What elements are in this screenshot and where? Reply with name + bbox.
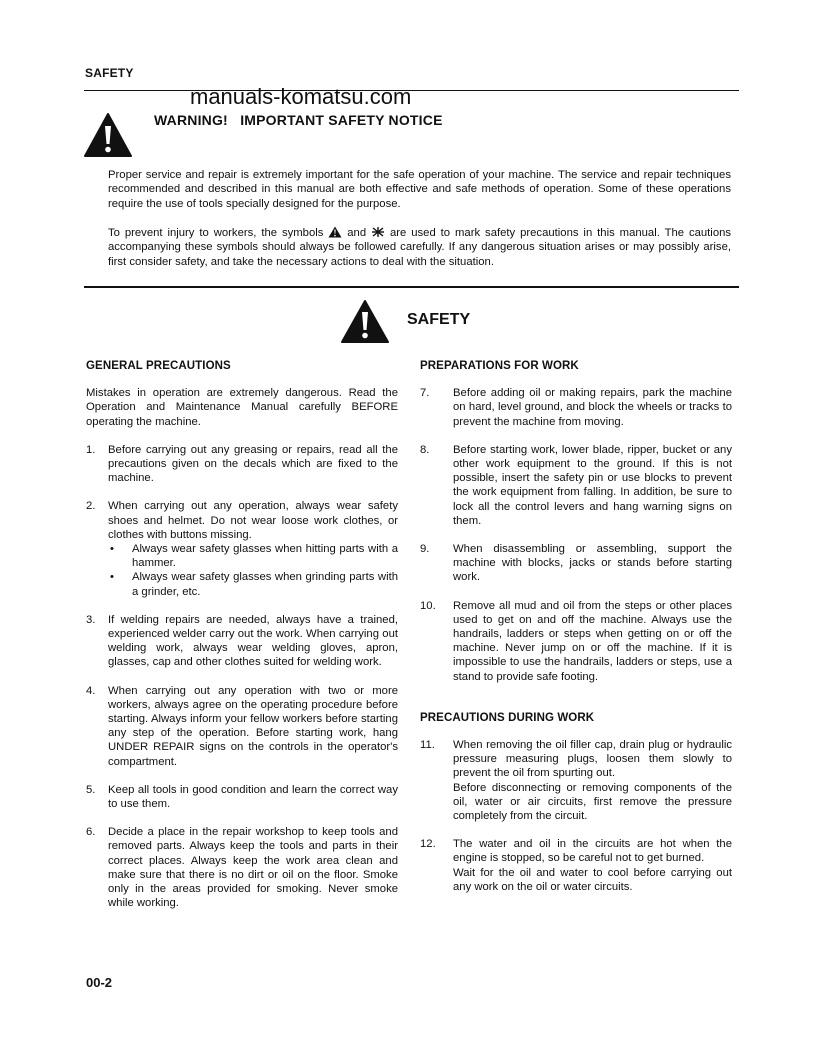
list-item bbox=[86, 499, 398, 598]
bullet-list bbox=[108, 542, 398, 599]
intro-paragraph-1: Proper service and repair is extremely important for the safe operation of your machine. The service and repair techniques recommended and described in this manual are both effective and safe methods of operation. Some of these operations require the use of tools specially designed for the purpose. bbox=[108, 169, 731, 210]
item-text: Before starting work, lower blade, ripper, bucket or any other work equipment to the ground. If this is not possible, insert the safety pin or use blocks to prevent the work equipment from falling. In addition, be sure to lock all the control levers and hang warning signs on them. bbox=[453, 443, 732, 527]
item-number: 3. bbox=[86, 613, 96, 626]
bullet-text: Always wear safety glasses when hitting parts with a hammer. bbox=[132, 543, 398, 570]
bullet-text: Always wear safety glasses when grinding parts with a grinder, etc. bbox=[132, 571, 398, 598]
heading-precautions-during-work: PRECAUTIONS DURING WORK bbox=[420, 711, 595, 724]
item-number: 2. bbox=[86, 500, 96, 513]
item-text: When carrying out any operation, always wear safety shoes and helmet. Do not wear loose work clothes, or clothes with buttons missing. bbox=[108, 500, 398, 541]
right-column bbox=[420, 359, 732, 894]
item-text: Before adding oil or making repairs, park the machine on hard, level ground, and block the wheels or tracks to prevent the machine from moving. bbox=[453, 387, 732, 428]
item-number: 6. bbox=[86, 826, 96, 839]
item-text: Decide a place in the repair workshop to keep tools and removed parts. Always keep the tools and parts in their correct places. Always keep the work area clean and make sure that there is no dirt or oil on the floor. Smoke only in the areas provided for smoking. Never smoke while working. bbox=[108, 826, 398, 910]
item-text: The water and oil in the circuits are hot when the engine is stopped, so be careful not to get burned. bbox=[453, 838, 732, 865]
warning-title: WARNING! IMPORTANT SAFETY NOTICE bbox=[154, 112, 443, 128]
section-divider bbox=[84, 286, 739, 288]
item-number: 9. bbox=[420, 543, 430, 556]
item-number: 8. bbox=[420, 443, 430, 456]
list-item bbox=[86, 613, 398, 670]
warning-triangle-icon bbox=[83, 112, 133, 158]
item-text: When disassembling or assembling, support the machine with blocks, jacks or stands before starting work. bbox=[453, 543, 732, 584]
header-divider bbox=[84, 90, 739, 91]
warning-triangle-icon bbox=[340, 299, 390, 344]
bullet-icon: • bbox=[110, 571, 114, 584]
item-number: 5. bbox=[86, 783, 96, 796]
item-body bbox=[453, 738, 732, 823]
item-number: 10. bbox=[420, 599, 436, 612]
intro-text: To prevent injury to workers, the symbols bbox=[108, 227, 324, 239]
item-number: 4. bbox=[86, 684, 96, 697]
item-number: 11. bbox=[420, 739, 435, 752]
item-text: When removing the oil filler cap, drain plug or hydraulic pressure measuring plugs, loosen them slowly to prevent the oil from spurting out. bbox=[453, 739, 732, 780]
bullet-item bbox=[108, 542, 398, 570]
intro-paragraph-2 bbox=[108, 226, 731, 269]
item-number: 1. bbox=[86, 443, 96, 456]
intro-text: and bbox=[347, 227, 367, 239]
list-item bbox=[86, 684, 398, 769]
list-item bbox=[420, 837, 732, 894]
bullet-icon: • bbox=[110, 543, 114, 556]
list-item bbox=[420, 738, 732, 823]
heading-preparations-for-work: PREPARATIONS FOR WORK bbox=[420, 360, 579, 372]
watermark-text: manuals-komatsu.com bbox=[190, 84, 412, 109]
page-number: 00-2 bbox=[86, 975, 113, 990]
list-item bbox=[420, 542, 732, 585]
item-text: If welding repairs are needed, always have a trained, experienced welder carry out the work. When carrying out welding work, always wear welding gloves, apron, glasses, cap and other clothes suited for welding work. bbox=[108, 613, 398, 669]
section-header-title: SAFETY bbox=[85, 66, 134, 80]
general-intro: Mistakes in operation are extremely dangerous. Read the Operation and Maintenance Manual carefully BEFORE operating the machine. bbox=[86, 387, 398, 428]
heading-general-precautions: GENERAL PRECAUTIONS bbox=[86, 360, 231, 372]
list-item bbox=[420, 386, 732, 429]
list-item bbox=[86, 783, 398, 811]
item-text: When carrying out any operation with two or more workers, always agree on the operating procedure before starting. Always inform your fellow workers before starting any step of the operation. Before starting work, hang UNDER REPAIR signs on the controls in the operator's compartment. bbox=[108, 684, 398, 768]
item-number: 7. bbox=[420, 387, 430, 400]
item-text: Before carrying out any greasing or repairs, read all the precautions given on the decals which are fixed to the machine. bbox=[108, 443, 398, 485]
list-item bbox=[86, 443, 398, 486]
safety-title: SAFETY bbox=[407, 311, 471, 328]
list-item bbox=[86, 825, 398, 910]
item-body bbox=[453, 837, 732, 894]
left-column bbox=[86, 359, 398, 911]
caution-burst-icon bbox=[371, 226, 385, 238]
intro-text: are used to mark safety precautions in this manual. The cautions accompanying these symbols should always be followed carefully. If any dangerous situation arises or may possibly arise, first consider safety, and take the necessary actions to deal with the situation. bbox=[108, 227, 732, 268]
bullet-item bbox=[108, 570, 398, 598]
item-text: Before disconnecting or removing components of the oil, water or air circuits, first remove the pressure completely from the circuit. bbox=[453, 781, 732, 823]
item-number: 12. bbox=[420, 838, 436, 851]
item-body bbox=[108, 499, 398, 598]
item-text: Remove all mud and oil from the steps or other places used to get on and off the machine. Always use the handrails, ladders or steps when getting on or off the machine. Never jump on or off the machine. If it is impossible to use the handrails, ladders or steps, use a stand to provide safe footing. bbox=[453, 599, 732, 683]
item-text: Keep all tools in good condition and learn the correct way to use them. bbox=[108, 783, 398, 811]
item-text: Wait for the oil and water to cool before carrying out any work on the oil or water circuits. bbox=[453, 866, 732, 893]
list-item bbox=[420, 443, 732, 528]
warning-triangle-icon bbox=[328, 226, 342, 238]
list-item bbox=[420, 599, 732, 684]
